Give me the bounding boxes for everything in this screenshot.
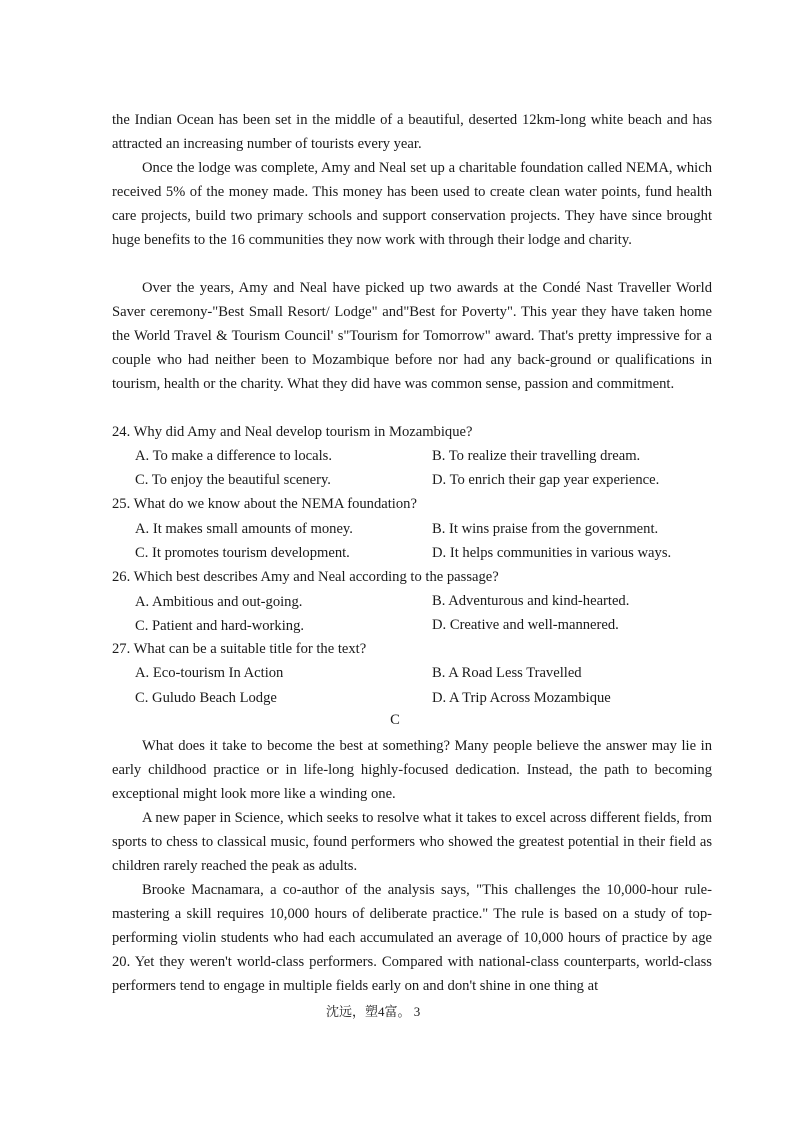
question-26-option-c: C. Patient and hard-working. (135, 618, 305, 634)
question-25-option-c: C. It promotes tourism development. (135, 545, 350, 561)
page-footer: 沈远，塑4富。 3 (326, 1004, 421, 1019)
question-26-option-d: D. Creative and well-mannered. (432, 617, 619, 633)
section-c-paragraph-2: A new paper in Science, which seeks to resolve what it takes to excel across different fields, from sports to chess to classical music, found performers who showed the greatest potential in their field as children rarely reached the peak as adults. (112, 810, 712, 874)
question-26-stem: 26. Which best describes Amy and Neal according to the passage? (112, 569, 499, 585)
section-c-paragraph-1: What does it take to become the best at something? Many people believe the answer may lie in early childhood practice or in life-long highly-focused dedication. Instead, the path to becoming exceptional might look more like a winding one. (112, 738, 712, 802)
passage-b-paragraph-2: Once the lodge was complete, Amy and Neal set up a charitable foundation called NEMA, which received 5% of the money made. This money has been used to create clean water points, fund health care projects, build two primary schools and support conservation projects. They have since brought huge benefits to the 16 communities they now work with through their lodge and charity. (112, 160, 712, 248)
question-25-option-a: A. It makes small amounts of money. (135, 521, 353, 537)
section-c-heading: C (390, 712, 400, 728)
question-25-option-d: D. It helps communities in various ways. (432, 545, 672, 561)
question-27-option-d: D. A Trip Across Mozambique (432, 690, 611, 706)
section-c-paragraph-3: Brooke Macnamara, a co-author of the analysis says, "This challenges the 10,000-hour rule- mastering a skill requires 10,000 hours of deliberate practice." The rule is based on a study of top-performing violin students who had each accumulated an average of 10,000 hours of practice by age 20. Yet they weren't world-class performers. Compared with national-class counterparts, world-class performers tend to engage in multiple fields early on and don't shine in one thing at (112, 882, 712, 994)
question-27-option-a: A. Eco-tourism In Action (135, 665, 284, 681)
question-27-option-c: C. Guludo Beach Lodge (135, 690, 277, 706)
question-25-option-b: B. It wins praise from the government. (432, 521, 659, 537)
question-27-stem: 27. What can be a suitable title for the text? (112, 641, 367, 657)
question-24-option-c: C. To enjoy the beautiful scenery. (135, 472, 331, 488)
question-27-option-b: B. A Road Less Travelled (432, 665, 582, 681)
passage-b-paragraph-1: the Indian Ocean has been set in the middle of a beautiful, deserted 12km-long white beach and has attracted an increasing number of tourists every year. (112, 112, 712, 152)
question-26-option-a: A. Ambitious and out-going. (135, 594, 303, 610)
question-24-option-b: B. To realize their travelling dream. (432, 448, 641, 464)
passage-b-paragraph-3: Over the years, Amy and Neal have picked up two awards at the Condé Nast Traveller World Saver ceremony-"Best Small Resort/ Lodge" and"Best for Poverty". This year they have taken home the World Travel & Tourism Council' s"Tourism for Tomorrow" award. That's pretty impressive for a couple who had neither been to Mozambique before nor had any back-ground or qualifications in tourism, health or the charity. What they did have was common sense, passion and commitment. (112, 280, 712, 392)
question-26-option-b: B. Adventurous and kind-hearted. (432, 593, 630, 609)
question-24-stem: 24. Why did Amy and Neal develop tourism in Mozambique? (112, 424, 473, 440)
question-24-option-d: D. To enrich their gap year experience. (432, 472, 660, 488)
question-25-stem: 25. What do we know about the NEMA foundation? (112, 496, 417, 512)
question-24-option-a: A. To make a difference to locals. (135, 448, 333, 464)
